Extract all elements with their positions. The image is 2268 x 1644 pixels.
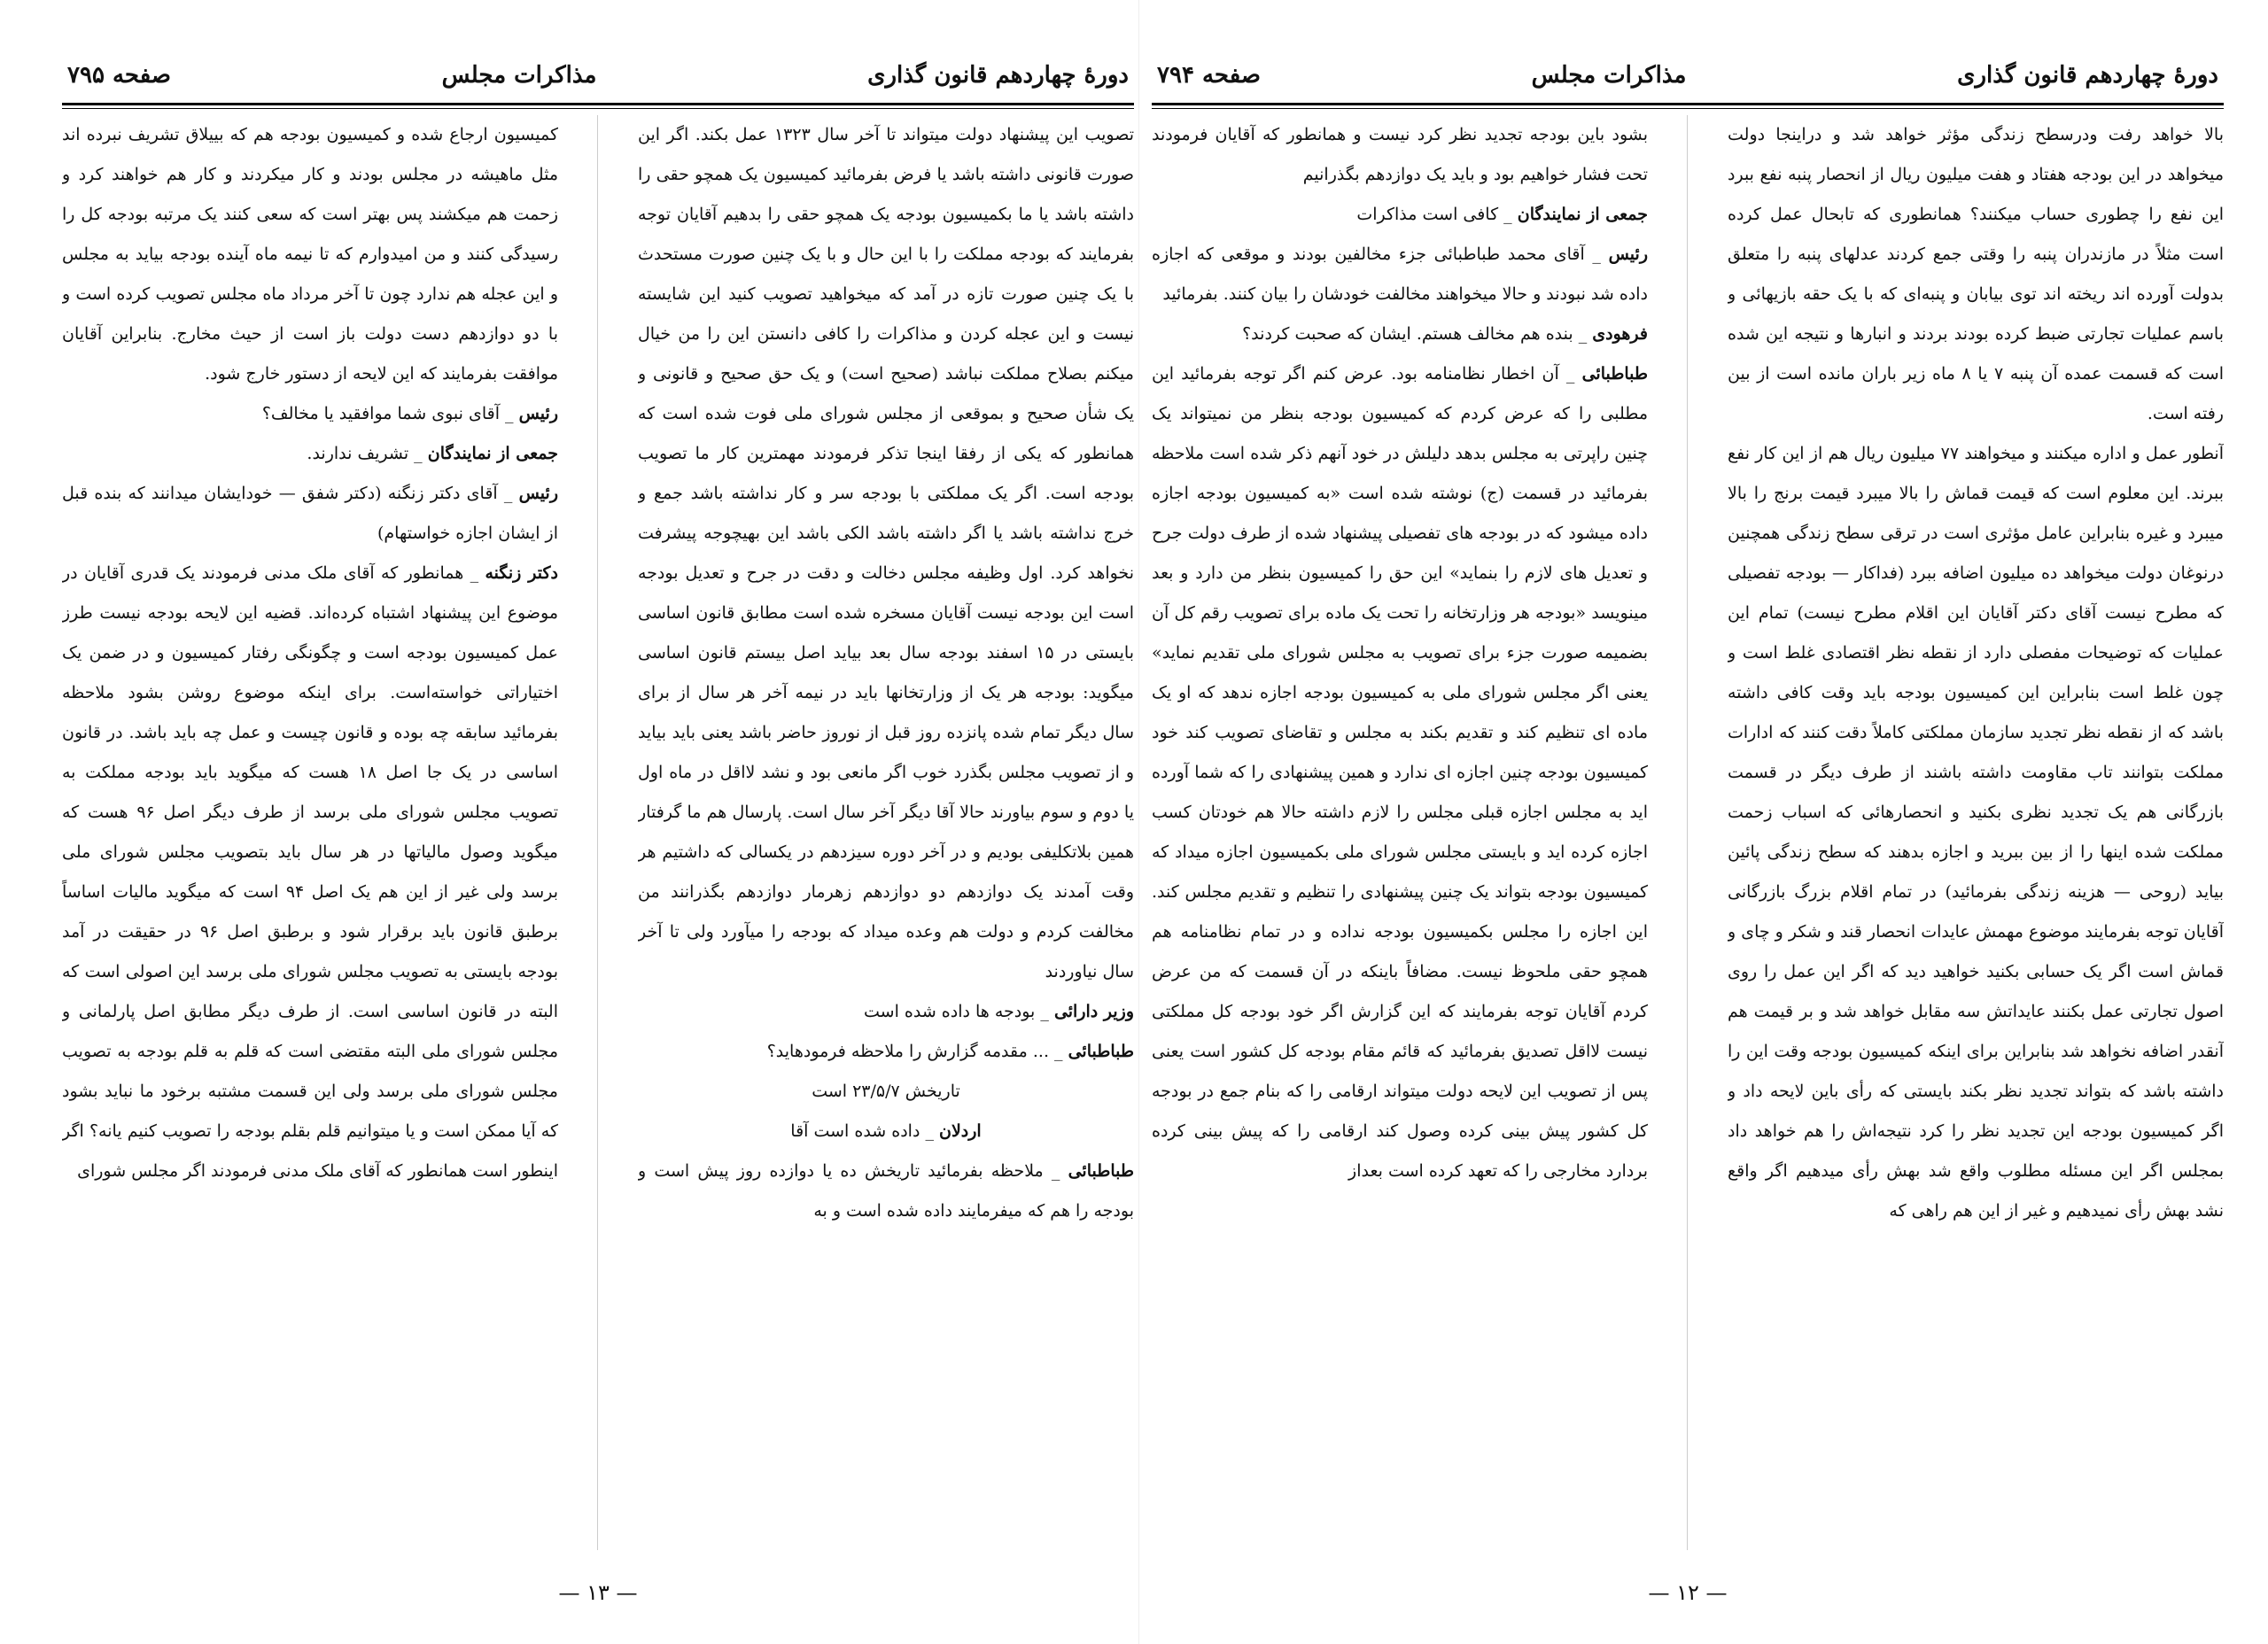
right-page-column-right	[1728, 115, 2224, 1550]
speech-paragraph	[1152, 354, 1648, 1191]
right-header-title: دورهٔ چهاردهم قانون گذاری	[1957, 62, 2218, 89]
speaker-name: جمعی از نمایندگان	[1517, 205, 1648, 224]
speech-text: کمیسیون ارجاع شده و کمیسیون بودجه هم که بییلاق تشریف نبرده اند مثل ماهیشه در مجلس بودند و کار میکردند و کار هم خواهند کرد و زحمت هم میکشند پس بهتر است که سعی کنند یک مرتبه بودجه کل را رسیدگی کنند و من امیدوارم که تا نیمه ماه آینده بودجه بیاید به مجلس و این عجله هم ندارد چون تا آخر مرداد ماه مجلس تصویب کرده است و با دو دوازدهم دست دولت باز است از حیث مخارج. بنابراین آقایان موافقت بفرمایند که این لایحه از دستور خارج شود.	[62, 125, 558, 384]
speech-text: _ آقای نبوی شما موافقید یا مخالف؟	[261, 404, 514, 423]
right-page-header	[1152, 53, 2224, 97]
speech-text: _ کافی است مذاکرات	[1356, 205, 1512, 224]
right-page	[1152, 53, 2224, 1612]
speech-paragraph	[62, 554, 558, 1191]
speech-text: _ بودجه ها داده شده است	[864, 1002, 1049, 1021]
speech-paragraph	[638, 1112, 1134, 1152]
right-page-column-left	[1152, 115, 1648, 1550]
speaker-name: رئیس	[518, 484, 558, 503]
paragraph: بالا خواهد رفت ودرسطح زندگی مؤثر خواهد شد و دراینجا دولت میخواهد در این بودجه هفتاد و هفت میلیون ریال از انحصار پنبه نفع ببرد این نفع را چطوری حساب میکنند؟ همانطوری که تابحال عمل کرده است مثلاً در مازندران پنبه را وقتی جمع کردند عدلهای پنبه را متعلق بدولت آورده اند ریخته اند توی بیابان و پنبه‌ای که با یک حقه بازیهائی و باسم عملیات تجارتی ضبط کرده بودند بردند و انبارها و نتیجه این شده است که قسمت عمده آن پنبه ۷ یا ۸ ماه زیر باران مانده است از بین رفته است.	[1728, 125, 2224, 423]
left-header-center: مذاکرات مجلس	[441, 62, 597, 89]
paragraph	[1152, 115, 1648, 195]
left-header-page-label: صفحه ۷۹۵	[67, 62, 171, 89]
speaker-name: دکتر زنگنه	[485, 563, 558, 583]
speech-text: _ آقای محمد طباطبائی جزء مخالفین بودند و موقعی که اجازه داده شد نبودند و حالا میخواهند مخالفت خودشان را بیان کنند. بفرمائید	[1152, 244, 1648, 304]
speech-paragraph	[638, 992, 1134, 1032]
page-gutter	[1138, 0, 1139, 1644]
speaker-name: اردلان	[939, 1121, 982, 1141]
speech-paragraph	[1152, 314, 1648, 354]
speaker-name: طباطبائی	[1581, 364, 1648, 384]
speech-text: _ آن اخطار نظامنامه بود. عرض کنم اگر توجه بفرمائید این مطلبی را که عرض کردم که کمیسیون بودجه بنظر من نمیتواند یک چنین راپرتی به مجلس بدهد دلیلش در خود آنهم ذکر شده است ملاحظه بفرمائید در قسمت (ج) نوشته شده است «به کمیسیون بودجه اجازه داده میشود که در بودجه های تفصیلی پیشنهاد شده از طرف دولت جرح و تعدیل های لازم را بنماید» این حق را کمیسیون بنظر من دارد و بعد مینویسد «بودجه هر وزارتخانه را تحت یک ماده برای تصویب رقم کل آن بضمیمه صورت جزء برای تصویب به مجلس شورای ملی تقدیم نماید» یعنی اگر مجلس شورای ملی به کمیسیون بودجه اجازه ندهد که او یک ماده ای تنظیم کند و تقدیم بکند به مجلس و تقاضای تصویب کند خود کمیسیون بودجه چنین اجازه ای ندارد و همین پیشنهادی را که شما آورده اید به مجلس اجازه قبلی مجلس را لازم داشته حالا هم خودتان کسب اجازه کرده اید و بایستی مجلس شورای ملی بکمیسیون اجازه میداد که کمیسیون بودجه بتواند یک چنین پیشنهادی را تنظیم و تقدیم مجلس کند. این اجازه را مجلس بکمیسیون بودجه نداده و در تمام نظامنامه هم همچو حقی ملحوظ نیست. مضافاً باینکه در آن قسمت که من عرض کردم آقایان توجه بفرمایند که این گزارش اگر خود بودجه کل مملکتی نیست لااقل تصدیق بفرمائید که قائم مقام بودجه کل کشور است یعنی پس از تصویب این لایحه دولت میتواند ارقامی را که بنام جمع در بودجه کل کشور پیش بینی کرده وصول کند ارقامی را که پیش بینی کرده بردارد مخارجی را که تعهد کرده است بعداز	[1152, 364, 1648, 1181]
speech-paragraph	[62, 474, 558, 554]
speaker-name: وزیر دارائی	[1053, 1002, 1134, 1021]
speech-paragraph	[1152, 235, 1648, 314]
speech-paragraph	[1152, 195, 1648, 235]
header-rule-thin	[62, 108, 1134, 109]
header-rule	[1152, 103, 2224, 105]
speech-text: _ بنده هم مخالف هستم. ایشان که صحبت کردند؟	[1242, 324, 1588, 344]
speaker-name: رئیس	[1608, 244, 1648, 264]
left-page-footer: — ۱۳ —	[558, 1580, 638, 1605]
speaker-name: فرهودی	[1592, 324, 1648, 344]
speech-text: _ داده شده است آقا	[790, 1121, 934, 1141]
speaker-name: طباطبائی	[1068, 1042, 1134, 1061]
left-page	[62, 53, 1134, 1612]
speech-paragraph	[638, 1152, 1134, 1231]
left-header-title: دورهٔ چهاردهم قانون گذاری	[867, 62, 1129, 89]
speech-text: تاریخش ۲۳/۵/۷ است	[812, 1082, 960, 1101]
paragraph	[638, 1072, 1134, 1112]
paragraph	[62, 115, 558, 394]
speech-text: _ تشریف ندارند.	[307, 444, 423, 463]
speech-paragraph	[638, 1032, 1134, 1072]
speech-text: _ آقای دکتر زنگنه (دکتر شفق — خودایشان میدانند که بنده قبل از ایشان اجازه خواستهام)	[62, 484, 558, 543]
speaker-name: طباطبائی	[1068, 1161, 1134, 1181]
speaker-name: جمعی از نمایندگان	[427, 444, 558, 463]
speaker-name: رئیس	[518, 404, 558, 423]
right-page-footer: — ۱۲ —	[1648, 1580, 1728, 1605]
speech-text: _ ... مقدمه گزارش را ملاحظه فرمودهاید؟	[766, 1042, 1063, 1061]
column-divider	[597, 115, 598, 1550]
header-rule-thin	[1152, 108, 2224, 109]
right-header-center: مذاکرات مجلس	[1531, 62, 1687, 89]
column-divider	[1687, 115, 1688, 1550]
speech-paragraph	[62, 394, 558, 434]
speech-text: تصویب این پیشنهاد دولت میتواند تا آخر سال ۱۳۲۳ عمل بکند. اگر این صورت قانونی داشته باشد یا فرض بفرمائید کمیسیون یک همچو حقی را داشته باشد یا ما بکمیسیون بودجه یک همچو حقی را بدهیم آقایان توجه بفرمایند که بودجه مملکت را با این حال و با یک چنین صورت مستحدث با یک چنین صورت تازه در آمد که میخواهید تصویب کنید این شایسته نیست و این عجله کردن و مذاکرات را کافی دانستن این را من خیال میکنم بصلاح مملکت نباشد (صحیح است) و یک حق صحیح و قانونی و یک شأن صحیح و بموقعی از مجلس شورای ملی فوت شده است که همانطور که یکی از رفقا اینجا تذکر فرمودند مهمترین کار ما تصویب بودجه است. اگر یک مملکتی با بودجه سر و کار نداشته باشد جمع و خرج نداشته باشد یا اگر داشته باشد الکی باشد این بهیچوجه پیشرفت نخواهد کرد. اول وظیفه مجلس دخالت و دقت در جرح و تعدیل بودجه است این بودجه نیست آقایان مسخره شده است مطابق قانون اساسی بایستی در ۱۵ اسفند بودجه سال بعد بیاید اصل بیستم قانون اساسی میگوید: بودجه هر یک از وزارتخانها باید در نیمه آخر هر سال از برای سال دیگر تمام شده پانزده روز قبل از نوروز حاضر باشد یعنی باید بیاید و از تصویب مجلس بگذرد خوب اگر مانعی بود و نشد لااقل در ماه اول یا دوم و سوم بیاورند حالا آقا دیگر آخر سال است. پارسال هم ما گرفتار همین بلاتکلیفی بودیم و در آخر دوره سیزدهم در یکسالی که داشتیم هر وقت آمدند یک دوازدهم دو دوازدهم زهرمار دوازدهم بگذرانند من مخالفت کردم و دولت هم وعده میداد که بودجه را میآورد ولی تا آخر سال نیاوردند	[638, 125, 1134, 981]
speech-text: بشود باین بودجه تجدید نظر کرد نیست و همانطور که آقایان فرمودند تحت فشار خواهیم بود و باید یک دوازدهم بگذرانیم	[1152, 125, 1648, 184]
header-rule	[62, 103, 1134, 105]
left-page-column-right	[638, 115, 1134, 1550]
speech-paragraph	[62, 434, 558, 474]
paragraph	[638, 115, 1134, 992]
speech-text: _ ملاحظه بفرمائید تاریخش ده یا دوازده روز پیش است و بودجه را هم که میفرمایند داده شده است و به	[638, 1161, 1134, 1221]
right-header-page-label: صفحه ۷۹۴	[1157, 62, 1261, 89]
speech-text: _ همانطور که آقای ملک مدنی فرمودند یک قدری آقایان در موضوع این پیشنهاد اشتباه کرده‌اند. قضیه این لایحه بودجه نیست طرز عمل کمیسیون بودجه است و چگونگی رفتار کمیسیون و در ضمن یک اختیاراتی خواسته‌است. برای اینکه موضوع روشن بشود ملاحظه بفرمائید سابقه چه بوده و قانون چیست و عمل چه باید باشد. در قانون اساسی در یک جا اصل ۱۸ هست که میگوید باید بودجه مملکت به تصویب مجلس شورای ملی برسد از طرف دیگر اصل ۹۶ هست که میگوید وصول مالیاتها در هر سال باید بتصویب مجلس شورای ملی برسد ولی غیر از این هم یک اصل ۹۴ است که میگوید مالیات اساساً برطبق قانون باید برقرار شود و برطبق اصل ۹۶ در حقیقت در آمد بودجه بایستی به تصویب مجلس شورای ملی برسد این اصولی است که البته در قانون اساسی است. از طرف دیگر مطابق اصل پارلمانی و مجلس شورای ملی البته مقتضی است که قلم به قلم بودجه به تصویب مجلس شورای ملی برسد ولی این قسمت مشتبه برخود ما نباید بشود که آیا ممکن است و یا میتوانیم قلم بقلم بودجه را تصویب کنیم یانه؟ اگر اینطور است همانطور که آقای ملک مدنی فرمودند اگر مجلس شورای	[62, 563, 558, 1181]
paragraph: آنطور عمل و اداره میکنند و میخواهند ۷۷ میلیون ریال هم از این کار نفع ببرند. این معلوم است که قیمت قماش را بالا میبرد قیمت برنج را بالا میبرد و غیره بنابراین عامل مؤثری است در ترقی سطح زندگی همچنین درنوغان دولت میخواهد ده میلیون اضافه ببرد (فداکار — بودجه تفصیلی که مطرح نیست آقای دکتر آقایان این اقلام مطرح نیست) تمام این عملیات که توضیحات مفصلی دارد از نقطه نظر اقتصادی غلط است و چون غلط است بنابراین این کمیسیون بودجه باید وقت کافی داشته باشد که از نقطه نظر تجدید سازمان مملکتی کاملاً دقت کنند که ادارات مملکت بتوانند تاب مقاومت داشته باشند از طرف دیگر در قسمت بازرگانی هم یک تجدید نظری بکنید و انحصارهائی که اسباب زحمت مملکت شده اینها را از بین ببرید و اجازه بدهند که سطح زندگی پائین بیاید (روحی — هزینه زندگی بفرمائید) در تمام اقلام بزرگ بازرگانی آقایان توجه بفرمایند موضوع مهمش عایدات انحصار قند و شکر و چای و قماش است اگر یک حسابی بکنید خواهید دید که اگر این عمل را روی اصول تجارتی عمل بکنند عایداتش سه مقابل خواهد شد و بر قیمت هم آنقدر اضافه نخواهد شد بنابراین برای اینکه کمیسیون بودجه وقت این را داشته باشد که بتواند تجدید نظر بکند بایستی که رأی باین لایحه داد و اگر کمیسیون بودجه این تجدید نظر را کرد نتیجه‌اش را هم خواهد داد بمجلس اگر این مسئله مطلوب واقع شد بهش رأی میدهیم اگر واقع نشد بهش رأی نمیدهیم و غیر از این هم راهی که	[1728, 444, 2224, 1221]
left-page-header	[62, 53, 1134, 97]
left-page-column-left	[62, 115, 558, 1550]
